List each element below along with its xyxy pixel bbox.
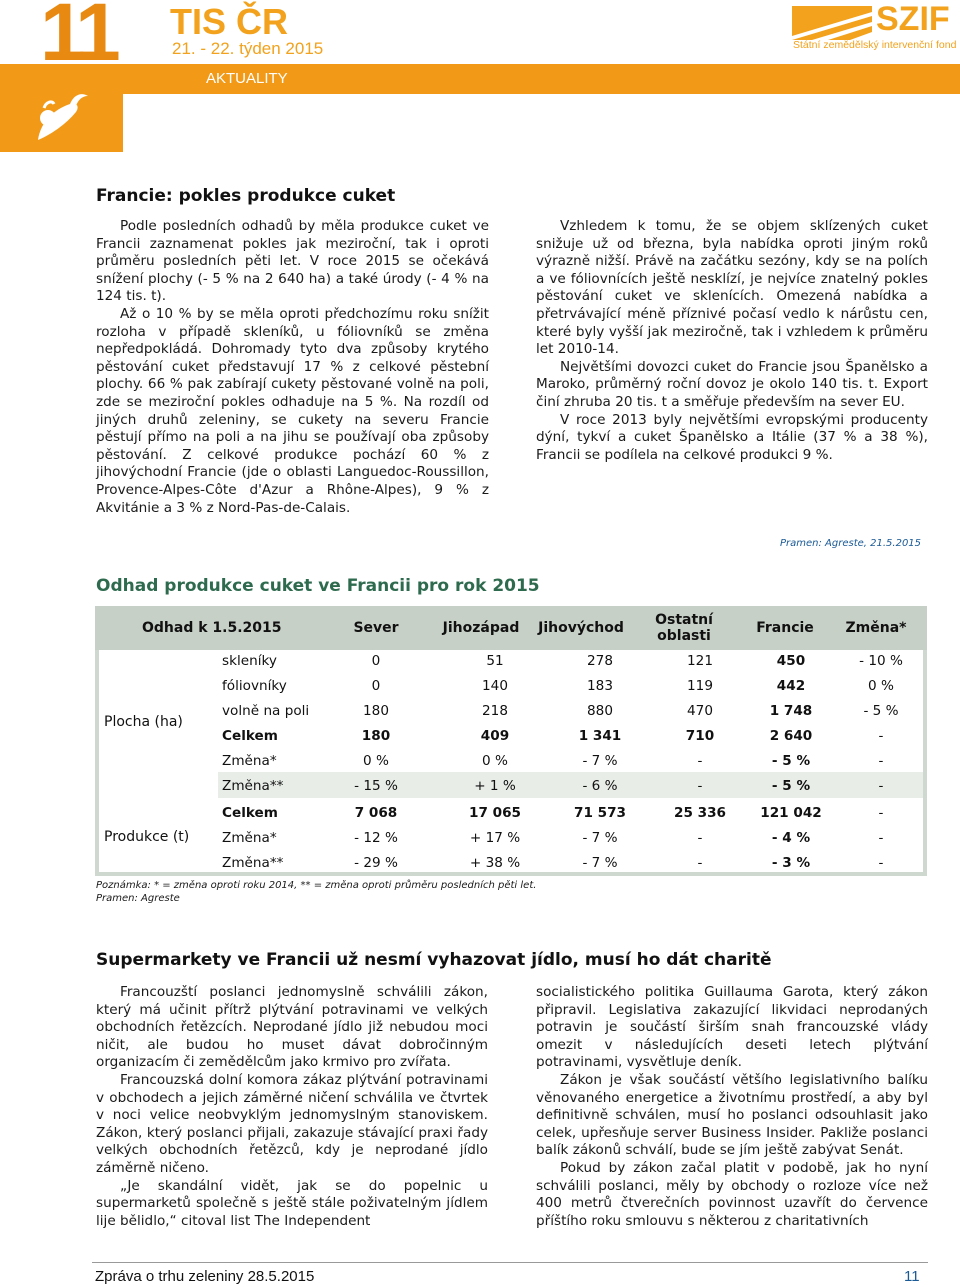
table-cell: 0 % — [482, 753, 508, 769]
vegetable-icon — [30, 88, 92, 146]
table-header-cell: Jihozápad — [442, 620, 520, 636]
table-cell: 0 % — [363, 753, 389, 769]
paragraph: Největšími dovozci cuket do Francie jsou Španělsko a Maroko, průměrný roční dovoz je okolo 140 tis. t. Export činí zhruba 20 tis. t a směřuje především na sever EU. — [536, 358, 928, 410]
table-header-cell: Jihovýchod — [538, 620, 624, 636]
table-cell: fóliovníky — [222, 678, 287, 694]
table-cell: - 10 % — [859, 653, 903, 669]
table-cell: - 4 % — [771, 830, 811, 846]
table-cell: 17 065 — [468, 805, 522, 821]
paragraph: Až o 10 % by se měla oproti předchozímu roku snížit rozloha v případě skleníků, u fóliovníků se změna nepředpokládá. Dohromady tyto dva způsoby krytého pěstování cuket představují 17 % z celkové pěstební plochy. 66 % pak zabírají cukety pěstované volně na poli, zde se meziroční pokles odhaduje na 5 %. Na rozdíl od jiných druhů zeleniny, se cukety na severu Francie pěstují přímo na poli a na jihu se používají oba způsoby pěstování. Z celkové produkce pochází 60 % z jihovýchodní Francie (jde o oblasti Languedoc-Roussillon, Provence-Alpes-Côte d'Azur a Rhône-Alpes), 9 % z Akvitánie a 3 % z Nord-Pas-de-Calais. — [96, 305, 489, 516]
table-cell: Změna** — [222, 778, 284, 794]
article-title: Supermarkety ve Francii už nesmí vyhazovat jídlo, musí ho dát charitě — [96, 950, 772, 970]
table-cell: Změna* — [222, 753, 277, 769]
table-cell: - — [697, 778, 703, 794]
article-source: Pramen: Agreste, 21.5.2015 — [780, 538, 922, 549]
table-cell: 2 640 — [769, 728, 813, 744]
table-cell: 119 — [687, 678, 713, 694]
publication-week: 21. - 22. týden 2015 — [172, 39, 324, 58]
table-group-label: Produkce (t) — [104, 829, 190, 845]
table-cell: 0 — [371, 653, 381, 669]
table-cell: - — [878, 753, 884, 769]
table-cell: - 5 % — [771, 753, 811, 769]
table-cell: 442 — [776, 678, 806, 694]
table-cell: - 7 % — [582, 855, 618, 871]
table-cell: 25 336 — [673, 805, 727, 821]
table-cell: - 5 % — [771, 778, 811, 794]
article-column-right — [536, 984, 928, 1230]
table-cell: - 3 % — [771, 855, 811, 871]
szif-logo-icon — [792, 6, 872, 40]
publication-title: TIS ČR — [170, 1, 289, 42]
header-bar — [0, 64, 960, 94]
table-cell: 0 — [371, 678, 381, 694]
table-cell: - 15 % — [354, 778, 398, 794]
paragraph: V roce 2013 byly největšími evropskými producenty dýní, tykví a cuket Španělsko a Itálie (37 % a 38 %), Francii se podílela na celkové produkci 9 %. — [536, 411, 928, 463]
table-cell: + 17 % — [469, 830, 521, 846]
section-label: AKTUALITY — [206, 70, 288, 87]
table-cell: - — [878, 778, 884, 794]
table-header-cell: Změna* — [845, 620, 907, 636]
article-column-left — [96, 218, 489, 517]
table-cell: - — [878, 728, 884, 744]
table-cell: 180 — [361, 728, 391, 744]
page-number: 11 — [40, 0, 115, 78]
table-header-cell: Sever — [353, 620, 399, 636]
paragraph: Vzhledem k tomu, že se objem sklízených cuket snižuje už od března, byla nabídka oproti jiným roků výrazně nižší. Právě na začátku sezóny, kdy se na polích a ve fóliovnících ještě nesklízí, je nejvíce znatelný pokles pěstování cuket ve sklenících. Omezená nabídka a přetrvávající méně příznivé počasí vedlo k nárůstu cen, které byly vyšší jak meziročně, tak i vzhledem k průměru let 2010-14. — [536, 218, 928, 358]
table-cell: + 38 % — [469, 855, 521, 871]
paragraph: „Je skandální vidět, jak se do popelnic u supermarketů společně s ještě stále poživatelným jídlem lije bělidlo,“ citoval list The Independent — [96, 1177, 488, 1229]
table-cell: - — [878, 805, 884, 821]
table-cell: - 12 % — [354, 830, 398, 846]
table-cell: - — [697, 753, 703, 769]
paragraph: socialistického politika Guillauma Garota, který zákon připravil. Legislativa zakazující likvidaci neprodaných potravin je součástí širším snah francouzské vlády omezit v následujících deseti letech plýtvání potravinami, vysvětluje deník. — [536, 984, 928, 1071]
paragraph: Pokud by zákon začal platit v podobě, jak ho nyní schválili poslanci, měly by obchody o rozloze více než 400 metrů čtverečních povinnost uzavřít do července příštího roku smlouvu s některou z charitativních — [536, 1159, 928, 1229]
table-cell: 121 042 — [760, 805, 822, 821]
table-cell: Změna* — [222, 830, 277, 846]
table-cell: 278 — [587, 653, 613, 669]
paragraph: Francouzští poslanci jednomyslně schválili zákon, který má učinit přítrž plýtvání potravinami ve velkých obchodních řetězcích. Neprodané jídlo již nebudou moci ničit, ale budou ho muset dávat dobročinným organizacím či zemědělcům jako krmivo pro zvířata. — [96, 984, 488, 1071]
table-cell: - — [697, 830, 703, 846]
footer-title: Zpráva o trhu zeleniny 28.5.2015 — [95, 1268, 315, 1285]
table-cell: 218 — [482, 703, 508, 719]
table-note: Poznámka: * = změna oproti roku 2014, ** = změna oproti průměru posledních pěti let. — [96, 880, 537, 891]
table-cell: 7 068 — [354, 805, 398, 821]
footer-divider — [92, 1262, 928, 1263]
table-cell: volně na poli — [222, 703, 310, 719]
table-cell: skleníky — [222, 653, 277, 669]
table-cell: 1 748 — [769, 703, 813, 719]
table-cell: 183 — [587, 678, 613, 694]
footer-page-number: 11 — [904, 1268, 920, 1285]
paragraph: Podle posledních odhadů by měla produkce cuket ve Francii zaznamenat pokles jak meziroční, tak i oproti průměru posledních pěti let. V roce 2015 se očekává snížení plochy (- 5 % na 2 640 ha) a také úrody (- 4 % na 124 tis. t). — [96, 218, 489, 305]
table-cell: - 6 % — [582, 778, 618, 794]
table-cell: 470 — [687, 703, 713, 719]
table-cell: 140 — [482, 678, 508, 694]
table-header-cell: Odhad k 1.5.2015 — [142, 620, 282, 636]
table-header-cell: Ostatní oblasti — [655, 612, 713, 644]
table-cell: - 7 % — [582, 830, 618, 846]
table-cell: - — [878, 855, 884, 871]
article-column-right — [536, 218, 928, 464]
table-cell: - 7 % — [582, 753, 618, 769]
table-cell: 51 — [486, 653, 504, 669]
table-cell: 180 — [363, 703, 389, 719]
szif-logo-subtitle: Státní zemědělský intervenční fond — [793, 39, 957, 51]
article-title: Francie: pokles produkce cuket — [96, 186, 396, 206]
table-cell: 71 573 — [573, 805, 627, 821]
table-group-label: Plocha (ha) — [104, 714, 183, 730]
table-cell: 409 — [480, 728, 510, 744]
table-cell: Celkem — [222, 805, 278, 821]
table-cell: 0 % — [868, 678, 894, 694]
table-cell: 1 341 — [578, 728, 622, 744]
table-cell: Celkem — [222, 728, 278, 744]
szif-logo-text: SZIF — [876, 0, 950, 38]
table-cell: 121 — [687, 653, 713, 669]
table-cell: - — [697, 855, 703, 871]
table-title: Odhad produkce cuket ve Francii pro rok 2015 — [96, 576, 540, 596]
table-header-cell: Francie — [756, 620, 814, 636]
table-cell: - 29 % — [354, 855, 398, 871]
article-column-left — [96, 984, 488, 1230]
paragraph: Francouzská dolní komora zákaz plýtvání potravinami v obchodech a jejich záměrné ničení schválila ve čtvrtek v noci velice neobvyklým jednomyslným stanoviskem. Zákon, který poslanci přijali, zakazuje stávající praxi řady velkých obchodních řetězců, kdy je neprodané jídlo záměrně ničeno. — [96, 1071, 488, 1176]
table-cell: - 5 % — [863, 703, 899, 719]
table-cell: - — [878, 830, 884, 846]
table-cell: Změna** — [222, 855, 284, 871]
table-cell: + 1 % — [474, 778, 516, 794]
table-cell: 710 — [685, 728, 715, 744]
table-cell: 880 — [587, 703, 613, 719]
table-source: Pramen: Agreste — [96, 893, 180, 904]
table-cell: 450 — [776, 653, 806, 669]
paragraph: Zákon je však součástí většího legislativního balíku věnovaného energetice a životnímu prostředí, a aby byl definitivně schválen, musí ho poslanci odsouhlasit jako celek, upřesňuje server Business Insider. Pakliže poslanci balík zákonů schválí, bude se jím ještě zabývat Senát. — [536, 1071, 928, 1159]
